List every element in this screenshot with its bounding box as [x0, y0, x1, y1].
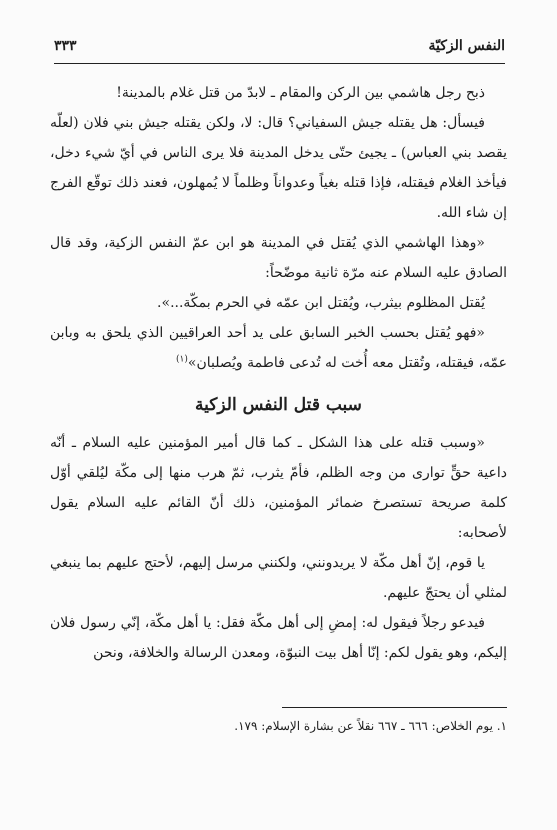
paragraph-8: فيدعو رجلاً فيقول له: إمضِ إلى أهل مكّة فقل: يا أهل مكّة، إنّي رسول فلان إليكم، وهو يقول لكم: إنّا أهل بيت النبوّة، ومعدن الرسالة والخلافة، ونحن	[50, 615, 507, 661]
section-heading: سبب قتل النفس الزكية	[195, 395, 362, 415]
running-title: النفس الزكيّة	[428, 38, 505, 54]
paragraph-6: «وسبب قتله على هذا الشكل ـ كما قال أمير المؤمنين عليه السلام ـ أنّه داعية حقٍّ توارى من وجه الظلم، فأمّ يثرب، ثمّ هرب منها إلى مكّة ليُلقي أوّل كلمة صريحة تستصرخ ضمائر المؤمنين، ذلك أنّ القائم عليه السلام يقول لأصحابه:	[50, 435, 507, 541]
paragraph-4: يُقتل المظلوم بيثرب، ويُقتل ابن عمّه في الحرم بمكّة...».	[157, 295, 485, 311]
header-divider	[54, 63, 505, 64]
footnote-divider	[282, 707, 507, 708]
footnote-marker[interactable]: (١)	[176, 354, 188, 365]
paragraph-5-text: «فهو يُقتل بحسب الخبر السابق على يد أحد العراقيين الذي يلحق به وبابن عمّه، فيقتله، وتُقتل معه أُخت له تُدعى فاطمة ويُصلبان»	[50, 325, 507, 371]
paragraph-3: «وهذا الهاشمي الذي يُقتل في المدينة هو ابن عمّ النفس الزكية، وقد قال الصادق عليه السلام عنه مرّة ثانية موضّحاً:	[50, 235, 507, 281]
page-body	[50, 78, 507, 668]
page-header	[54, 34, 505, 60]
paragraph-1: ذبح رجل هاشمي بين الركن والمقام ـ لابدّ من قتل غلام بالمدينة!	[116, 85, 485, 101]
paragraph-7: يا قوم، إنّ أهل مكّة لا يريدونني، ولكنني مرسل إليهم، لأحتج عليهم بما ينبغي لمثلي أن يحتجّ عليهم.	[50, 555, 507, 601]
paragraph-2: فيسأل: هل يقتله جيش السفياني؟ قال: لا، ولكن يقتله جيش بني فلان (لعلّه يقصد بني العباس) ـ يجيئ حتّى يدخل المدينة فلا يرى الناس في أيّ شيء دخل، فيأخذ الغلام فيقتله، فإذا قتله بغياً وعدواناً وظلماً لا يُمهلون، فعند ذلك توقّع الفرج إن شاء الله.	[50, 115, 507, 221]
page-number: ٣٣٣	[54, 38, 77, 54]
paragraph-5	[50, 318, 507, 378]
footnote: ١. يوم الخلاص: ٦٦٦ ـ ٦٦٧ نقلاً عن بشارة الإسلام: ١٧٩.	[234, 719, 507, 733]
